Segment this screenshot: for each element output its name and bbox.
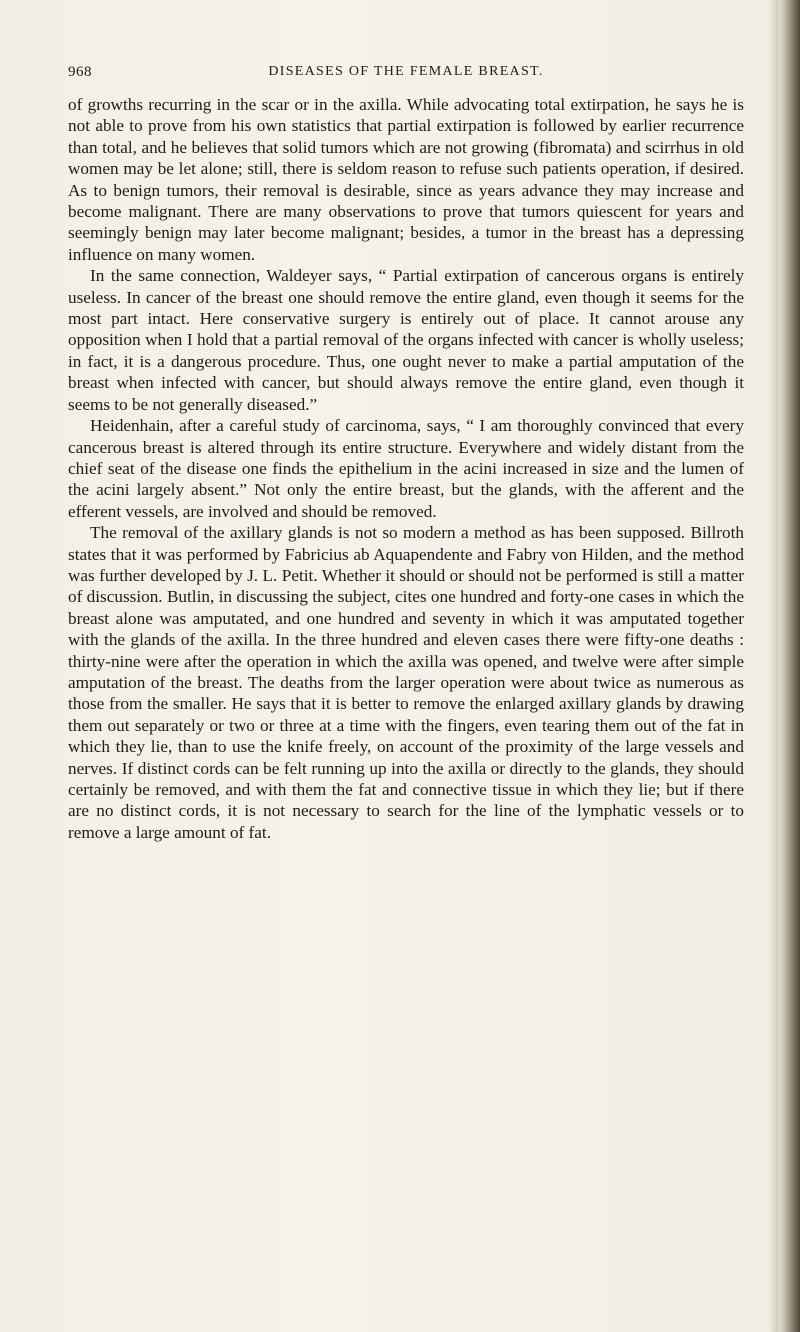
page-number: 968 [68,64,92,80]
paragraph-waldeyer: In the same connection, Waldeyer says, “ Partial extirpation of cancerous organs is entirely useless. In cancer of the breast one should remove the entire gland, even though it seems for the most part intact. Here conservative surgery is entirely out of place. It cannot arouse any opposition when I hold that a partial removal of the organs infected with cancer is wholly useless; in fact, it is a dangerous procedure. Thus, one ought never to make a partial amputation of the breast when infected with cancer, but should always remove the entire gland, even though it seems to be not generally diseased.” [68,266,744,414]
page-binding-edge [774,0,800,1332]
paragraph-growths: of growths recurring in the scar or in the axilla. While advocating total extirpation, he says he is not able to prove from his own statistics that partial extirpation is followed by earlier recurrence than total, and he believes that solid tumors which are not growing (fibromata) and scirrhus in old women may be let alone; still, there is seldom reason to refuse such patients operation, if desired. As to benign tumors, their removal is desirable, since as years advance they may increase and become malignant. There are many observations to prove that tumors quiescent for years and seemingly benign may later become malignant; besides, a tumor in the breast has a depressing influence on many women. [68,95,744,264]
running-title: DISEASES OF THE FEMALE BREAST. [268,64,544,79]
body-text [68,94,744,843]
paragraph-axillary-glands: The removal of the axillary glands is not so modern a method as has been supposed. Billroth states that it was performed by Fabricius ab Aquapendente and Fabry von Hilden, and the method was further developed by J. L. Petit. Whether it should or should not be performed is still a matter of discussion. Butlin, in discussing the subject, cites one hundred and forty-one cases in which the breast alone was amputated, and one hundred and seventy in which it was amputated together with the glands of the axilla. In the three hundred and eleven cases there were fifty-one deaths : thirty-nine were after the operation in which the axilla was opened, and twelve were after simple amputation of the breast. The deaths from the larger operation were about twice as numerous as those from the smaller. He says that it is better to remove the enlarged axillary glands by drawing them out separately or two or three at a time with the fingers, even tearing them out of the fat in which they lie, than to use the knife freely, on account of the proximity of the large vessels and nerves. If distinct cords can be felt running up into the axilla or directly to the glands, they should certainly be removed, and with them the fat and connective tissue in which they lie; but if there are no distinct cords, it is not necessary to search for the line of the lymphatic vessels or to remove a large amount of fat. [68,523,744,842]
page-header [68,64,744,86]
paragraph-heidenhain: Heidenhain, after a careful study of carcinoma, says, “ I am thoroughly convinced that every cancerous breast is altered through its entire structure. Everywhere and widely distant from the chief seat of the disease one finds the epithelium in the acini increased in size and the lumen of the acini largely absent.” Not only the entire breast, but the glands, with the afferent and the efferent vessels, are involved and should be removed. [68,416,744,521]
